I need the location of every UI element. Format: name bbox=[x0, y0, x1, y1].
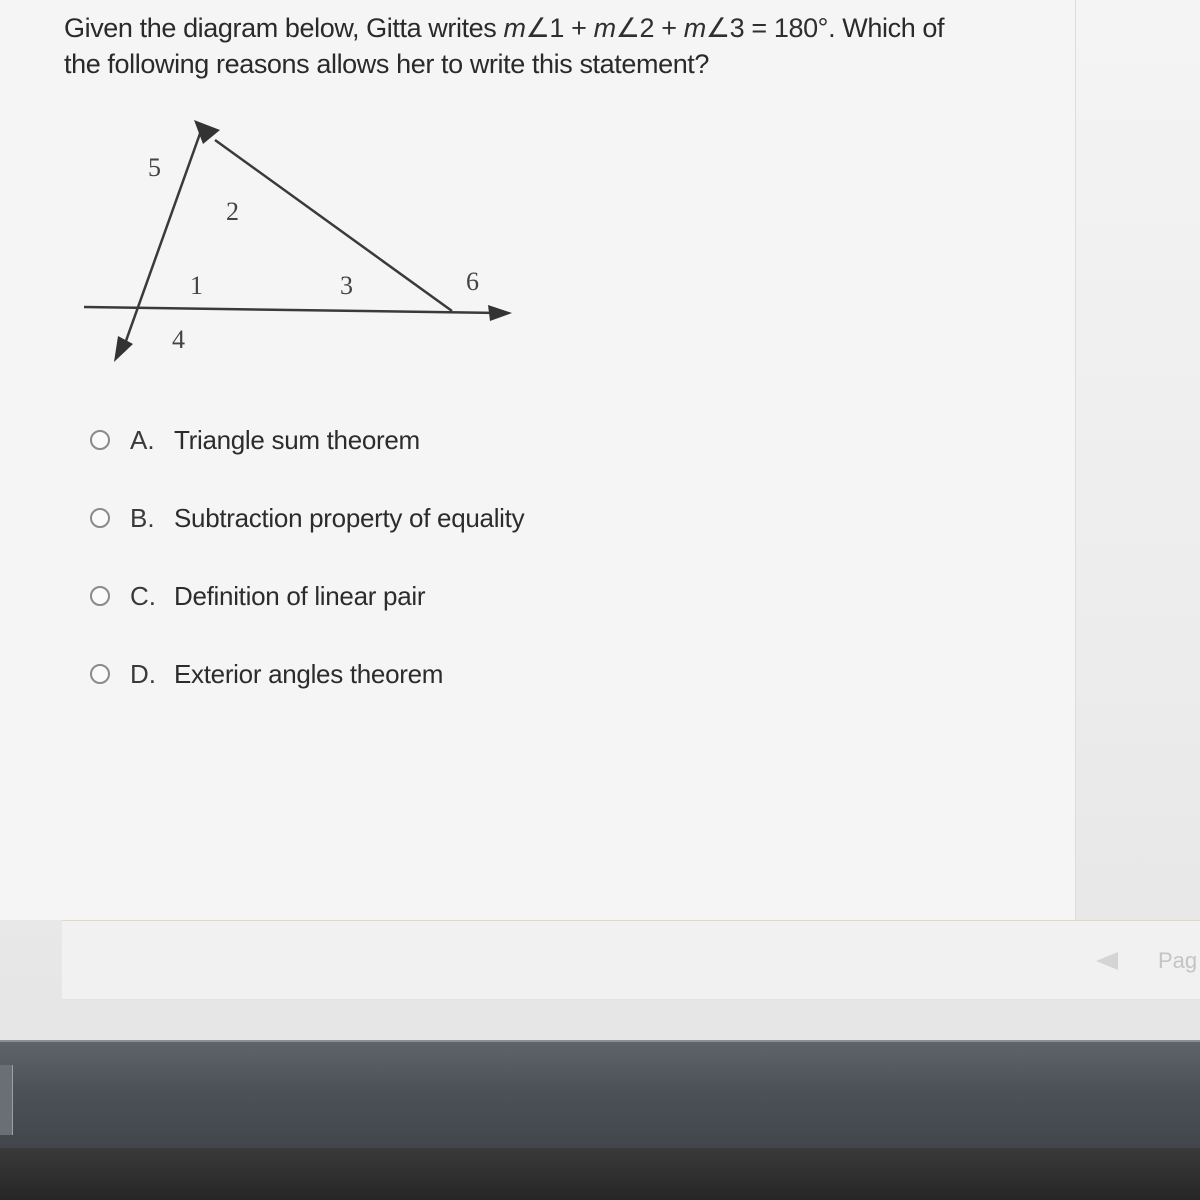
question-line-1 bbox=[64, 10, 1064, 46]
radio-button-icon[interactable] bbox=[90, 586, 110, 606]
question-line-2: the following reasons allows her to write this statement? bbox=[64, 49, 710, 79]
choice-text: Definition of linear pair bbox=[174, 580, 426, 611]
angle-symbol: ∠ bbox=[615, 13, 640, 43]
choice-d[interactable] bbox=[90, 654, 890, 694]
choice-b[interactable] bbox=[90, 498, 890, 538]
angle-label-2: 2 bbox=[226, 197, 239, 226]
angle-label-5: 5 bbox=[148, 153, 161, 182]
page-navigation[interactable] bbox=[1096, 948, 1197, 974]
choice-a[interactable] bbox=[90, 420, 890, 460]
base-ray-arrowhead bbox=[488, 305, 512, 321]
choice-letter: A. bbox=[130, 424, 155, 455]
taskbar-start-edge[interactable] bbox=[0, 1065, 13, 1135]
page-label: Pag bbox=[1158, 948, 1198, 973]
footer-bar bbox=[62, 920, 1200, 1000]
angle-symbol: ∠ bbox=[525, 13, 550, 43]
angle-symbol: ∠ bbox=[705, 13, 730, 43]
answer-choices bbox=[90, 420, 890, 732]
question-prefix: Given the diagram below, Gitta writes bbox=[64, 13, 504, 43]
choice-letter: C. bbox=[130, 580, 156, 611]
choice-text: Exterior angles theorem bbox=[174, 658, 444, 689]
taskbar bbox=[0, 1040, 1200, 1152]
angle-label-6: 6 bbox=[466, 267, 479, 296]
right-side bbox=[215, 140, 452, 311]
angle-label-4: 4 bbox=[172, 325, 185, 354]
question-text bbox=[64, 10, 1064, 82]
choice-c[interactable] bbox=[90, 576, 890, 616]
monitor-bezel bbox=[0, 1148, 1200, 1200]
angle-label-3: 3 bbox=[340, 271, 353, 300]
radio-button-icon[interactable] bbox=[90, 430, 110, 450]
triangle-diagram bbox=[70, 100, 530, 380]
left-ray bbox=[122, 128, 202, 352]
angle-equation: m∠1 + m∠2 + m∠3 = 180° bbox=[503, 13, 829, 43]
base-ray bbox=[84, 307, 500, 313]
angle-label-1: 1 bbox=[190, 271, 203, 300]
left-ray-arrowhead-bottom bbox=[114, 336, 133, 362]
radio-button-icon[interactable] bbox=[90, 508, 110, 528]
previous-arrow-icon[interactable] bbox=[1096, 952, 1118, 970]
choice-letter: B. bbox=[130, 502, 155, 533]
radio-button-icon[interactable] bbox=[90, 664, 110, 684]
choice-letter: D. bbox=[130, 658, 156, 689]
choice-text: Triangle sum theorem bbox=[174, 424, 420, 455]
choice-text: Subtraction property of equality bbox=[174, 502, 525, 533]
question-suffix: . Which of bbox=[828, 13, 945, 43]
